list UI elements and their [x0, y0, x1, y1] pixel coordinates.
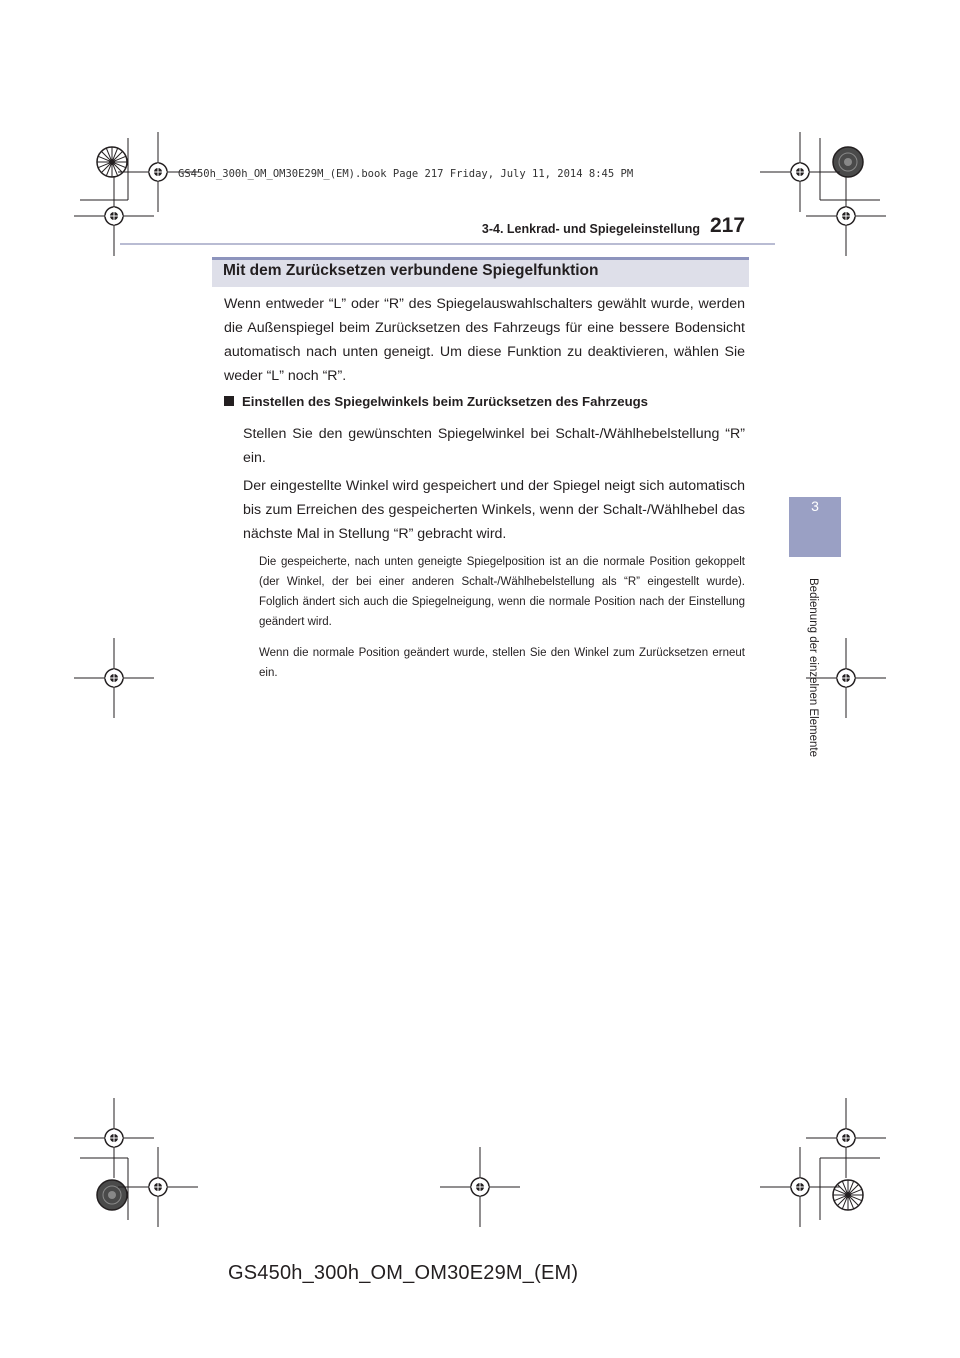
note-paragraph-2: Wenn die normale Position geändert wurde, stellen Sie den Winkel zum Zurücksetzen erneut ein.: [259, 647, 745, 679]
subheading-text: Einstellen des Spiegelwinkels beim Zurücksetzen des Fahrzeugs: [242, 394, 649, 409]
intro-paragraph: Wenn entweder “L” oder “R” des Spiegelauswahlschalters gewählt wurde, werden die Außenspiegel beim Zurücksetzen des Fahrzeugs für eine bessere Bodensicht automatisch nach unten geneigt. Um diese Funktion zu deaktivieren, wählen Sie weder “L” noch “R”.: [224, 296, 745, 384]
step-1-paragraph: Stellen Sie den gewünschten Spiegelwinkel bei Schalt-/Wählhebelstellung “R” ein.: [243, 426, 745, 466]
header-rule: [120, 243, 775, 245]
chapter-side-label-text: Bedienung der einzelnen Elemente: [807, 578, 819, 758]
section-title: 3-4. Lenkrad- und Spiegeleinstellung: [481, 222, 700, 236]
page-number: 217: [710, 214, 746, 237]
note-paragraph-1: Die gespeicherte, nach unten geneigte Spiegelposition ist an die normale Position gekoppelt (der Winkel, der bei einer anderen Schalt-/Wählhebelstellung als “R” eingestellt wurde). Folglich ändert sich auch die Spiegelneigung, wenn die normale Position nach der Einstellung geändert wird.: [259, 556, 745, 628]
print-info-line: GS450h_300h_OM_OM30E29M_(EM).book Page 217 Friday, July 11, 2014 8:45 PM: [178, 168, 634, 180]
box-title: Mit dem Zurücksetzen verbundene Spiegelfunktion: [223, 262, 599, 279]
bullet-square-icon: [224, 396, 234, 406]
footer-doc-code: GS450h_300h_OM_OM30E29M_(EM): [228, 1262, 579, 1284]
chapter-side-label: [804, 578, 822, 768]
step-2-paragraph: Der eingestellte Winkel wird gespeichert und der Spiegel neigt sich automatisch bis zum Erreichen des gespeicherten Winkels, wenn der Schalt-/Wählhebel das nächste Mal in Stellung “R” gebracht wird.: [243, 478, 745, 542]
chapter-number: 3: [811, 498, 819, 514]
subheading: [224, 394, 745, 409]
